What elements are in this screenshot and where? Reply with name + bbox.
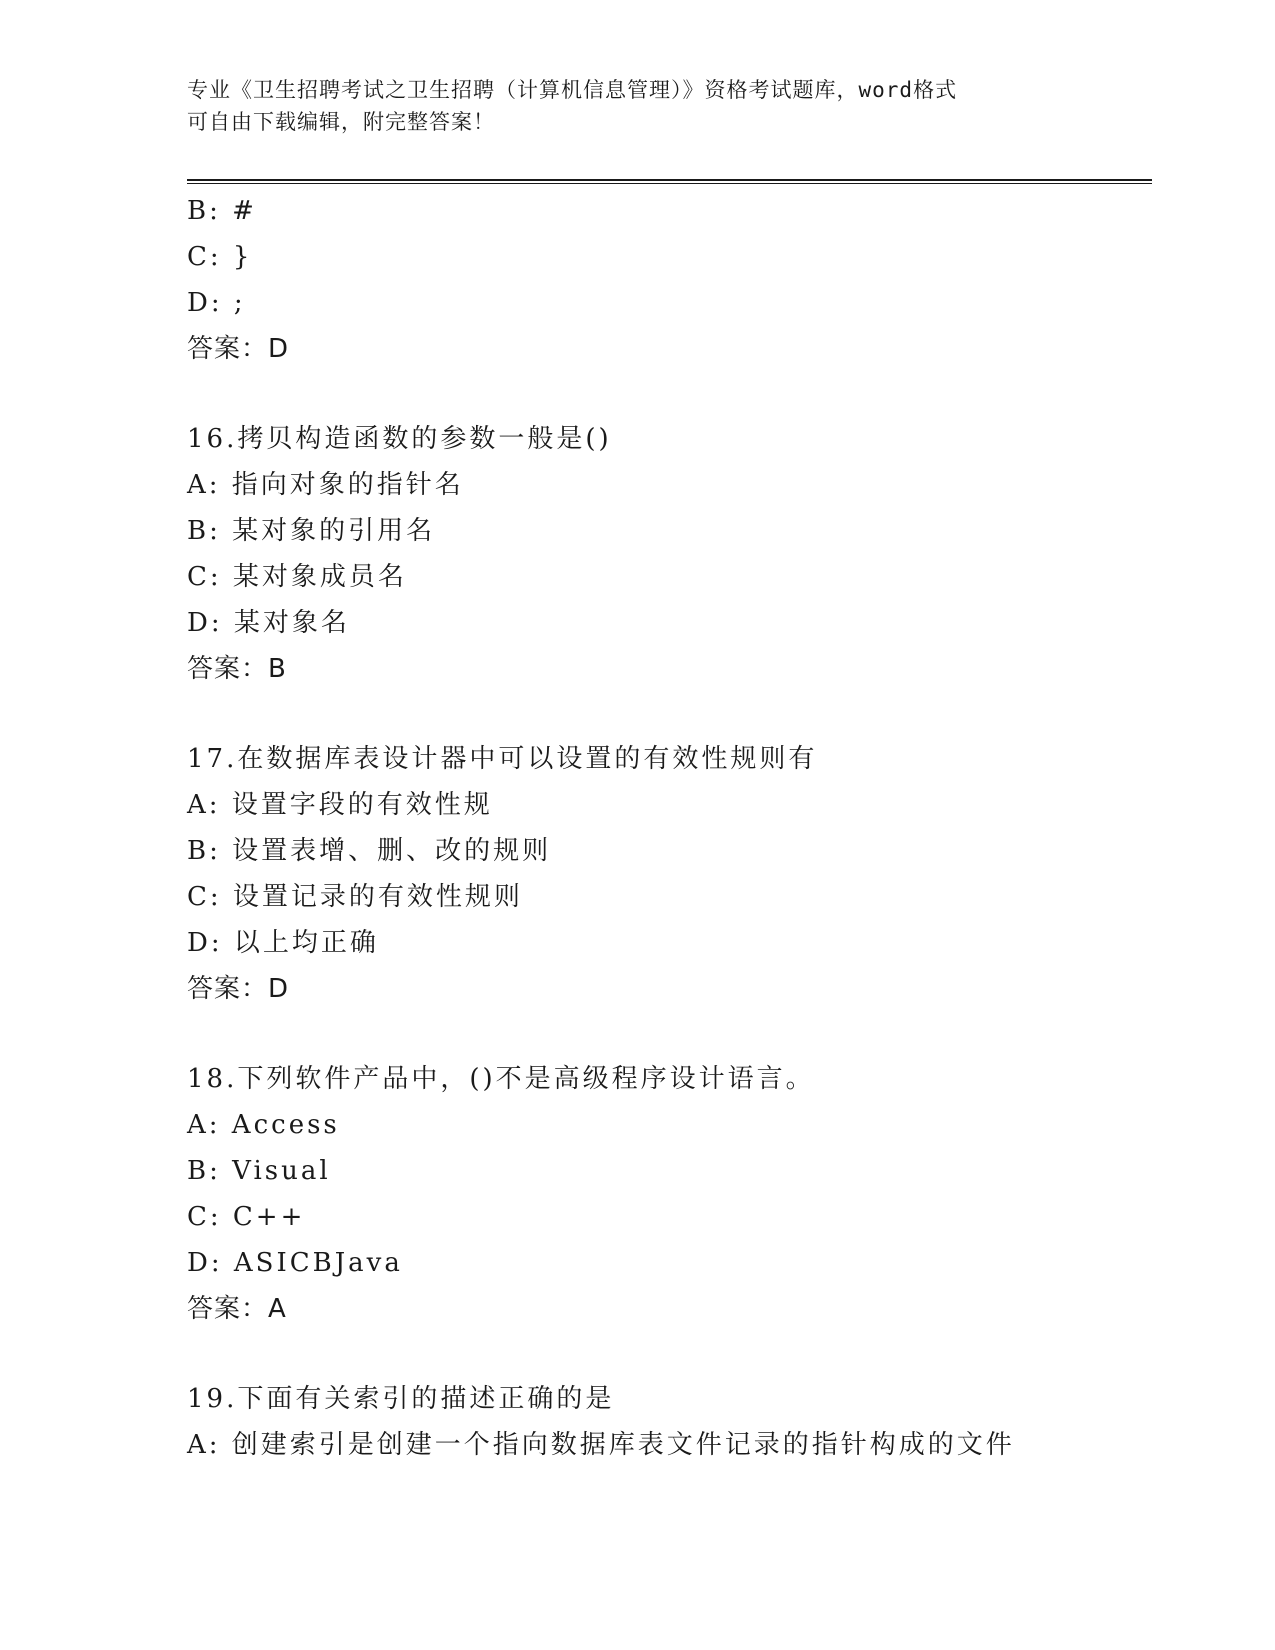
answer-line: 答案：D: [187, 974, 290, 1004]
option-d: D: ;: [187, 288, 246, 318]
option-c: C: 设置记录的有效性规则: [187, 882, 523, 912]
option-b: B: 设置表增、删、改的规则: [187, 836, 552, 866]
header-divider: [187, 179, 1152, 181]
option-d: D: 某对象名: [187, 608, 350, 638]
page-header: [187, 74, 1067, 138]
header-title-line-1: 专业《卫生招聘考试之卫生招聘（计算机信息管理）》资格考试题库，word格式: [187, 78, 958, 102]
option-d: D: 以上均正确: [187, 928, 379, 958]
option-c: C: }: [187, 242, 253, 272]
spacer: [187, 1012, 1147, 1056]
question-17: [187, 736, 1147, 1012]
answer-line: 答案：A: [187, 1294, 287, 1324]
question-stem: 16.拷贝构造函数的参数一般是(): [187, 424, 612, 454]
header-title-line-2: 可自由下载编辑，附完整答案！: [187, 110, 495, 134]
question-stem: 18.下列软件产品中，()不是高级程序设计语言。: [187, 1064, 815, 1094]
question-15-tail: [187, 188, 1147, 372]
answer-line: 答案：D: [187, 334, 290, 364]
option-c: C: 某对象成员名: [187, 562, 407, 592]
option-b: B: 某对象的引用名: [187, 516, 436, 546]
option-a: A: 设置字段的有效性规: [187, 790, 493, 820]
option-a: A: Access: [187, 1110, 340, 1140]
option-a: A: 指向对象的指针名: [187, 470, 464, 500]
spacer: [187, 1332, 1147, 1376]
question-stem: 17.在数据库表设计器中可以设置的有效性规则有: [187, 744, 818, 774]
header-divider-thin: [187, 183, 1152, 184]
question-18: [187, 1056, 1147, 1332]
spacer: [187, 372, 1147, 416]
option-b: B: #: [187, 196, 257, 226]
answer-line: 答案：B: [187, 654, 287, 684]
question-19: [187, 1376, 1147, 1468]
option-b: B: Visual: [187, 1156, 331, 1186]
question-16: [187, 416, 1147, 692]
option-c: C: C++: [187, 1202, 306, 1232]
spacer: [187, 692, 1147, 736]
option-a: A: 创建索引是创建一个指向数据库表文件记录的指针构成的文件: [187, 1430, 1015, 1460]
question-stem: 19.下面有关索引的描述正确的是: [187, 1384, 615, 1414]
question-content: [187, 188, 1147, 1468]
option-d: D: ASICBJava: [187, 1248, 403, 1278]
